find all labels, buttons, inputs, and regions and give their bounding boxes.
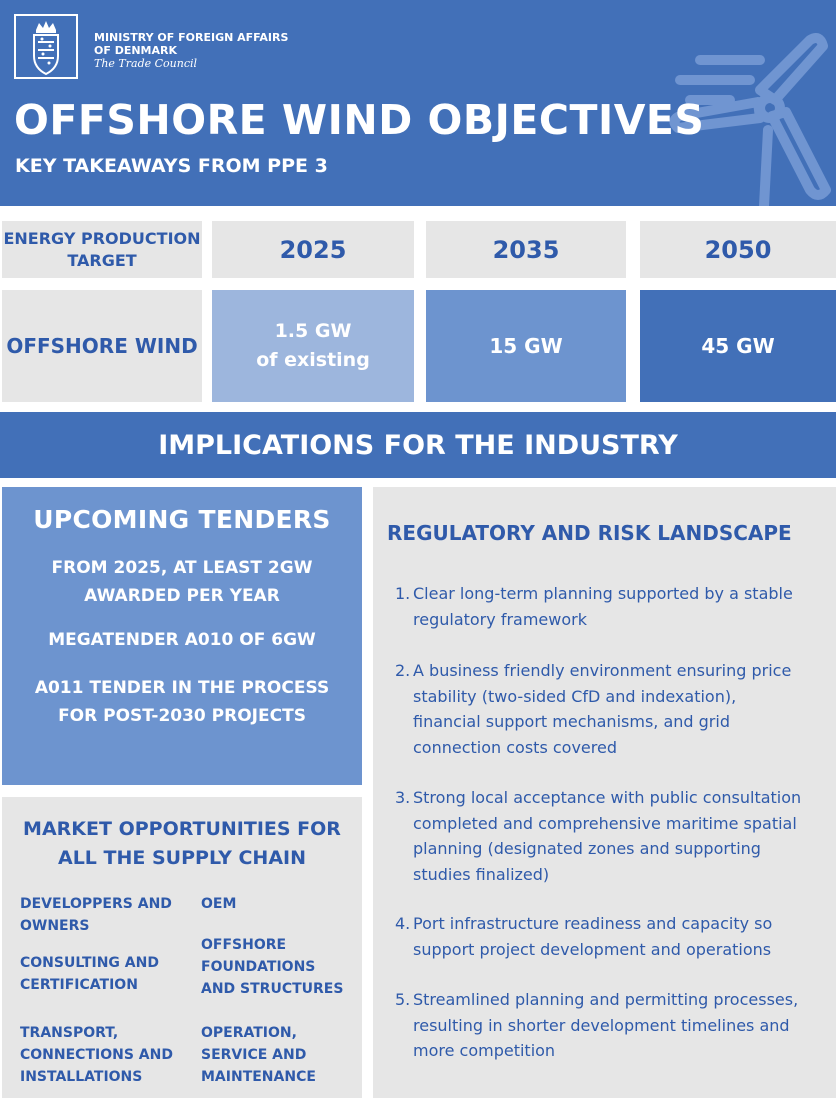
ministry-name: [94, 31, 288, 70]
regulatory-item-3-line-3: planning (designated zones and supporting: [413, 839, 761, 858]
ministry-line-1: MINISTRY OF FOREIGN AFFAIRS: [94, 31, 289, 44]
regulatory-item-1-line-2: regulatory framework: [413, 609, 587, 629]
regulatory-item-2-line-1: A business friendly environment ensuring price: [413, 661, 792, 680]
market-item-transport-line-2: CONNECTIONS AND: [20, 1047, 173, 1063]
implications-title: IMPLICATIONS FOR THE INDUSTRY: [0, 412, 836, 478]
tender-item-1: [2, 554, 362, 610]
market-item-oem: OEM: [201, 896, 237, 912]
regulatory-item-5: [395, 987, 835, 1064]
table-header-label-line-2: TARGET: [67, 250, 137, 270]
market-item-consulting: [20, 952, 159, 996]
regulatory-item-3-line-4: studies finalized): [413, 864, 550, 884]
market-item-operation-line-3: MAINTENANCE: [201, 1069, 316, 1085]
market-item-transport: [20, 1022, 173, 1088]
regulatory-item-1: [395, 581, 835, 632]
row-label-offshore-wind: OFFSHORE WIND: [2, 290, 202, 402]
regulatory-item-3: [395, 785, 835, 887]
market-item-transport-line-3: INSTALLATIONS: [20, 1069, 143, 1085]
regulatory-item-2: [395, 658, 835, 760]
royal-crest-icon: [24, 20, 68, 76]
ministry-line-2: OF DENMARK: [94, 44, 177, 57]
regulatory-item-2-text: [413, 658, 835, 760]
header-banner: [0, 0, 836, 206]
regulatory-item-4-line-1: Port infrastructure readiness and capacity so: [413, 914, 773, 933]
regulatory-item-2-line-2: stability (two-sided CfD and indexation),: [413, 686, 737, 706]
upcoming-tenders-panel: [2, 487, 362, 785]
market-item-operation-line-1: OPERATION,: [201, 1025, 297, 1041]
market-item-developers-line-1: DEVELOPPERS AND: [20, 896, 172, 912]
tender-item-2: MEGATENDER A010 OF 6GW: [48, 630, 316, 650]
regulatory-item-2-number: 2.: [395, 661, 411, 680]
value-2025-line-1: 1.5 GW: [274, 320, 352, 342]
page-subtitle: KEY TAKEAWAYS FROM PPE 3: [15, 155, 328, 177]
value-2025-line-2: of existing: [256, 349, 370, 371]
tender-item-3-line-1: A011 TENDER IN THE PROCESS: [34, 678, 330, 698]
market-item-operation-line-2: SERVICE AND: [201, 1047, 307, 1063]
regulatory-item-5-line-3: more competition: [413, 1041, 556, 1060]
regulatory-item-1-line-1: Clear long-term planning supported by a stable: [413, 584, 793, 603]
market-item-transport-line-1: TRANSPORT,: [20, 1025, 119, 1041]
market-title: [2, 815, 362, 873]
market-item-consulting-line-1: CONSULTING AND: [20, 955, 159, 971]
year-header-2025: 2025: [212, 221, 414, 278]
year-header-2050: 2050: [640, 221, 836, 278]
market-item-developers: [20, 893, 172, 937]
regulatory-item-3-text: [413, 785, 835, 887]
market-item-foundations-line-1: OFFSHORE: [201, 937, 287, 953]
value-cell-2050: 45 GW: [640, 290, 836, 402]
regulatory-item-3-number: 3.: [395, 788, 411, 807]
market-item-foundations-line-2: FOUNDATIONS: [201, 959, 316, 975]
regulatory-item-2-line-4: connection costs covered: [413, 737, 617, 757]
tender-item-3: [2, 674, 362, 730]
year-header-2035: 2035: [426, 221, 626, 278]
value-cell-2035: 15 GW: [426, 290, 626, 402]
regulatory-item-2-line-3: financial support mechanisms, and grid: [413, 712, 730, 731]
regulatory-item-5-line-2: resulting in shorter development timelines and: [413, 1015, 790, 1035]
regulatory-item-1-text: [413, 581, 835, 632]
value-cell-2025: [212, 290, 414, 402]
market-item-developers-line-2: OWNERS: [20, 918, 90, 934]
market-item-foundations-line-3: AND STRUCTURES: [201, 981, 344, 997]
market-item-foundations: [201, 934, 343, 1000]
tender-item-3-line-2: FOR POST-2030 PROJECTS: [58, 706, 306, 726]
regulatory-item-5-number: 5.: [395, 990, 411, 1009]
regulatory-item-5-text: [413, 987, 835, 1064]
market-opportunities-panel: [2, 797, 362, 1098]
market-item-operation: [201, 1022, 316, 1088]
trade-council: The Trade Council: [94, 57, 198, 70]
regulatory-title: REGULATORY AND RISK LANDSCAPE: [387, 521, 792, 545]
regulatory-panel: [373, 487, 836, 1098]
regulatory-item-4-text: [413, 911, 835, 962]
regulatory-item-4-line-2: support project development and operations: [413, 939, 772, 959]
regulatory-item-1-number: 1.: [395, 584, 411, 603]
ministry-logo: [14, 14, 78, 79]
regulatory-item-4: [395, 911, 835, 962]
tender-item-1-line-2: AWARDED PER YEAR: [84, 586, 280, 606]
tender-item-1-line-1: FROM 2025, AT LEAST 2GW: [51, 558, 313, 578]
market-title-line-1: MARKET OPPORTUNITIES FOR: [23, 818, 341, 840]
table-header-label-line-1: ENERGY PRODUCTION: [3, 228, 201, 248]
regulatory-item-3-line-1: Strong local acceptance with public consultation: [413, 788, 802, 807]
regulatory-item-4-number: 4.: [395, 914, 411, 933]
market-item-consulting-line-2: CERTIFICATION: [20, 977, 138, 993]
market-title-line-2: ALL THE SUPPLY CHAIN: [58, 847, 306, 869]
regulatory-item-5-line-1: Streamlined planning and permitting processes,: [413, 990, 799, 1009]
regulatory-item-3-line-2: completed and comprehensive maritime spatial: [413, 813, 797, 833]
tenders-title: UPCOMING TENDERS: [33, 505, 331, 534]
table-header-label: [2, 221, 202, 278]
page-title: OFFSHORE WIND OBJECTIVES: [14, 96, 705, 144]
